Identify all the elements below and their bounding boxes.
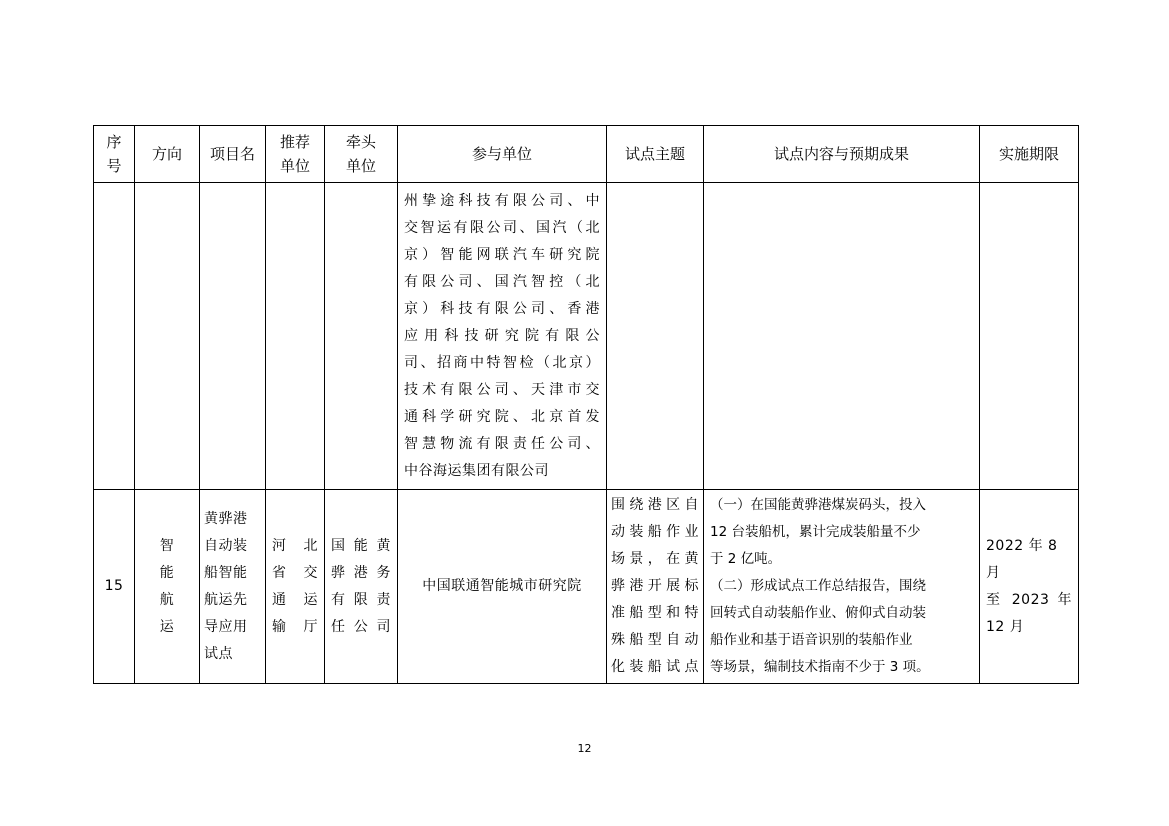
content-line: 回转式自动装船作业、俯仰式自动装 xyxy=(710,605,926,621)
cell-empty-content xyxy=(704,183,980,490)
cell-empty-lead xyxy=(325,183,398,490)
cell-recommender-15 xyxy=(266,490,325,684)
project-line: 试点 xyxy=(204,645,233,662)
participant-line: 应用科技研究院有限公 xyxy=(404,327,600,344)
cell-no-15: 15 xyxy=(94,490,135,684)
content-line: 12 台装船机，累计完成装船量不少 xyxy=(710,524,921,540)
header-direction: 方向 xyxy=(135,126,200,183)
table-row-15 xyxy=(94,490,1079,684)
lead-line: 国能黄 xyxy=(331,537,391,554)
theme-line: 化装船试点 xyxy=(611,659,699,675)
header-recommender xyxy=(266,126,325,183)
header-project: 项目名 xyxy=(200,126,266,183)
direction-char: 运 xyxy=(159,618,175,635)
participant-line: 交智运有限公司、国汽（北 xyxy=(404,219,600,236)
project-line: 航运先 xyxy=(204,591,248,608)
theme-line: 骅港开展标 xyxy=(611,578,699,594)
cell-period-15 xyxy=(980,490,1079,684)
cell-content-15 xyxy=(704,490,980,684)
lead-line: 任公司 xyxy=(331,618,391,635)
cell-empty-recommender xyxy=(266,183,325,490)
content-line: 等场景，编制技术指南不少于 3 项。 xyxy=(710,659,930,675)
table-row-continued xyxy=(94,183,1079,490)
cell-direction-15 xyxy=(135,490,200,684)
theme-line: 准船型和特 xyxy=(611,605,699,621)
page-number: 12 xyxy=(577,742,592,755)
content-line: （一）在国能黄骅港煤炭码头，投入 xyxy=(710,497,926,513)
direction-char: 能 xyxy=(159,564,175,581)
theme-line: 场景，在黄 xyxy=(611,551,699,567)
participant-line: 技术有限公司、天津市交 xyxy=(404,381,600,398)
period-line: 2022 年 8 月 xyxy=(986,537,1058,581)
cell-lead-15 xyxy=(325,490,398,684)
lead-line: 有限责 xyxy=(331,591,391,608)
period-line: 至 2023 年 xyxy=(986,591,1072,608)
recommender-line: 河北 xyxy=(272,537,318,554)
recommender-line: 通运 xyxy=(272,591,318,608)
recommender-line: 省交 xyxy=(272,564,318,581)
content-line: （二）形成试点工作总结报告，围绕 xyxy=(710,578,926,594)
direction-char: 智 xyxy=(159,537,175,554)
header-lead xyxy=(325,126,398,183)
cell-empty-direction xyxy=(135,183,200,490)
header-lead-text: 牵头单位 xyxy=(346,133,377,175)
participant-line: 有限公司、国汽智控（北 xyxy=(404,273,600,290)
header-content: 试点内容与预期成果 xyxy=(704,126,980,183)
content-line: 于 2 亿吨。 xyxy=(710,551,782,567)
pilot-projects-table xyxy=(93,125,1079,684)
header-participants: 参与单位 xyxy=(398,126,607,183)
cell-theme-15 xyxy=(607,490,704,684)
project-line: 黄骅港 xyxy=(204,510,248,527)
participant-line: 智慧物流有限责任公司、 xyxy=(404,435,600,452)
cell-participants-15: 中国联通智能城市研究院 xyxy=(398,490,607,684)
participant-line: 京）科技有限公司、香港 xyxy=(404,300,600,317)
header-period: 实施期限 xyxy=(980,126,1079,183)
header-theme: 试点主题 xyxy=(607,126,704,183)
cell-empty-no xyxy=(94,183,135,490)
cell-empty-project xyxy=(200,183,266,490)
participant-line: 京）智能网联汽车研究院 xyxy=(404,246,600,263)
theme-line: 围绕港区自 xyxy=(611,497,699,513)
period-line: 12 月 xyxy=(986,618,1025,635)
cell-empty-theme xyxy=(607,183,704,490)
lead-line: 骅港务 xyxy=(331,564,391,581)
project-line: 自动装 xyxy=(204,537,248,554)
theme-line: 殊船型自动 xyxy=(611,632,699,648)
recommender-line: 输厅 xyxy=(272,618,318,635)
cell-participants-continued xyxy=(398,183,607,490)
participant-line: 州挚途科技有限公司、中 xyxy=(404,192,600,209)
project-line: 船智能 xyxy=(204,564,248,581)
header-row xyxy=(94,126,1079,183)
direction-char: 航 xyxy=(159,591,175,608)
participant-line: 通科学研究院、北京首发 xyxy=(404,408,600,425)
header-no-text: 序号 xyxy=(106,133,122,175)
content-line: 船作业和基于语音识别的装船作业 xyxy=(710,632,913,648)
header-no xyxy=(94,126,135,183)
participant-line: 中谷海运集团有限公司 xyxy=(404,462,549,479)
theme-line: 动装船作业 xyxy=(611,524,699,540)
cell-project-15 xyxy=(200,490,266,684)
header-recommender-text: 推荐单位 xyxy=(280,133,311,175)
participant-line: 司、招商中特智检（北京） xyxy=(404,354,600,371)
project-line: 导应用 xyxy=(204,618,248,635)
cell-empty-period xyxy=(980,183,1079,490)
